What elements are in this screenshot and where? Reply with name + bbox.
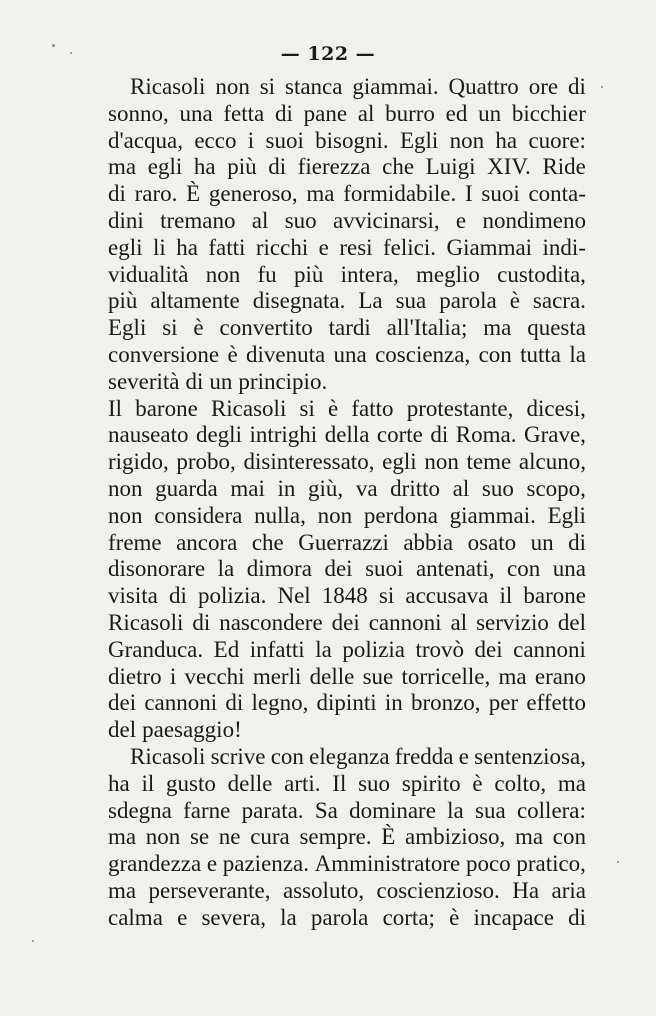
word: fatto xyxy=(351,395,394,421)
word: dimora xyxy=(246,556,312,582)
word: stanca xyxy=(285,74,343,99)
word: vecchi xyxy=(184,663,245,689)
word: nauseato xyxy=(108,422,189,448)
word: ma xyxy=(514,824,544,850)
word: alcuno, xyxy=(518,449,586,475)
word: ha xyxy=(176,234,198,260)
word: scrive xyxy=(210,743,266,769)
text-line xyxy=(108,449,586,476)
word: perdona xyxy=(363,502,438,528)
word: polizia xyxy=(342,636,405,662)
word: ha xyxy=(495,127,518,153)
word: merli xyxy=(252,663,302,689)
word: e xyxy=(177,904,188,930)
word: di xyxy=(568,904,586,930)
word: è xyxy=(472,770,483,796)
word: dietro xyxy=(108,663,162,689)
word: sua xyxy=(475,797,506,823)
word: Ed xyxy=(213,636,240,662)
word: la xyxy=(569,341,586,367)
word: suoi xyxy=(265,127,304,153)
word: del xyxy=(108,717,137,743)
word: ancora xyxy=(176,529,238,555)
word: non xyxy=(215,74,250,99)
word: è xyxy=(193,315,204,341)
word: legno, xyxy=(251,690,309,716)
word: non xyxy=(108,475,143,501)
word: Ride xyxy=(542,154,586,180)
word: torricelle, xyxy=(401,663,491,689)
word: bicchier xyxy=(511,100,586,126)
text-line xyxy=(108,610,586,637)
word: al xyxy=(251,207,269,233)
word: di xyxy=(568,529,586,555)
paper-speck xyxy=(32,940,34,942)
paper-speck xyxy=(52,44,55,47)
word: questa xyxy=(527,315,586,341)
word: Luigi xyxy=(425,154,476,180)
word: osato xyxy=(467,529,517,555)
word: avvicinarsi, xyxy=(332,207,440,233)
word: fierezza xyxy=(297,154,371,180)
word: un xyxy=(209,368,233,394)
word: disinteressato, xyxy=(243,449,375,475)
text-line xyxy=(108,664,586,691)
text-line xyxy=(108,503,586,530)
word: ne xyxy=(218,824,241,850)
word: di xyxy=(274,100,293,126)
word: va xyxy=(355,475,378,501)
word: cuore: xyxy=(528,127,586,153)
word: il xyxy=(141,770,155,796)
word: i xyxy=(169,663,177,689)
word: la xyxy=(315,636,332,662)
word: di xyxy=(168,583,187,609)
word: calma xyxy=(108,904,163,930)
word: dei xyxy=(108,690,137,716)
word: di xyxy=(568,74,586,99)
word: coscienza, xyxy=(375,341,471,367)
word: Guerrazzi xyxy=(298,529,389,555)
word: indi- xyxy=(542,234,586,260)
word: dritto xyxy=(390,475,441,501)
word: non xyxy=(317,502,353,528)
word: parola xyxy=(310,904,369,930)
word: nondimeno xyxy=(482,207,586,233)
word: di xyxy=(192,609,211,635)
word: Egli xyxy=(399,127,439,153)
word: è xyxy=(449,904,460,930)
word: altamente xyxy=(150,288,240,314)
text-line xyxy=(108,771,586,798)
paper-speck xyxy=(601,86,603,88)
word: ma xyxy=(557,770,586,796)
word: servizio xyxy=(476,609,549,635)
word: tardi xyxy=(328,315,371,341)
word: ha xyxy=(108,770,130,796)
word: assoluto, xyxy=(282,877,365,903)
word: intrighi xyxy=(249,422,318,448)
word: nulla, xyxy=(254,502,306,528)
word: fu xyxy=(257,261,277,287)
word: eleganza xyxy=(309,743,390,769)
word: meglio xyxy=(415,261,480,287)
word: parata. xyxy=(241,797,304,823)
word: della xyxy=(324,422,370,448)
word: Granduca. xyxy=(108,636,204,662)
word: resi xyxy=(339,234,373,260)
word: si xyxy=(259,74,276,99)
word: più xyxy=(293,261,324,287)
word: un xyxy=(478,100,502,126)
word: più xyxy=(227,154,257,180)
word: in xyxy=(277,475,296,501)
word: se xyxy=(189,824,210,850)
word: pratico, xyxy=(516,851,586,877)
word: Il xyxy=(108,395,123,421)
word: sempre. xyxy=(299,824,372,850)
word: al xyxy=(450,609,468,635)
text-line xyxy=(108,396,586,423)
word: poco xyxy=(465,851,511,877)
word: nascondere xyxy=(219,609,323,635)
word: rigido, xyxy=(108,449,169,475)
word: probo, xyxy=(176,449,236,475)
word: dominare xyxy=(349,797,436,823)
word: il xyxy=(499,583,513,609)
word: delle xyxy=(309,663,355,689)
word: perseverante, xyxy=(148,877,271,903)
word: generoso, xyxy=(208,181,298,207)
word: scopo, xyxy=(526,475,586,501)
word: non xyxy=(449,127,485,153)
word: all'Italia; xyxy=(386,315,468,341)
word: gusto xyxy=(166,770,216,796)
text-line xyxy=(108,851,586,878)
word: Il xyxy=(332,770,347,796)
text-line xyxy=(108,422,586,449)
word: I xyxy=(464,181,473,207)
word: sue xyxy=(362,663,394,689)
word: Grave, xyxy=(523,422,586,448)
word: È xyxy=(381,824,396,850)
word: di xyxy=(430,422,449,448)
word: egli xyxy=(108,234,143,260)
word: fatti xyxy=(208,234,246,260)
text-line xyxy=(108,556,586,583)
word: parola xyxy=(439,288,497,314)
word: burro xyxy=(385,100,435,126)
word: non xyxy=(424,449,459,475)
word: la xyxy=(217,556,235,582)
word: cannoni xyxy=(144,690,218,716)
word: collera: xyxy=(516,797,586,823)
word: sua xyxy=(395,288,427,314)
word: teme xyxy=(466,449,512,475)
word: Ricasoli xyxy=(108,609,184,635)
text-line xyxy=(108,717,586,744)
word: disegnata. xyxy=(252,288,346,314)
word: egli xyxy=(147,154,183,180)
word: abbia xyxy=(403,529,454,555)
text-line xyxy=(108,288,586,315)
word: giammai. xyxy=(449,502,536,528)
word: d'acqua, xyxy=(108,127,184,153)
word: Quattro xyxy=(448,74,519,99)
word: trovò xyxy=(415,636,464,662)
word: ha xyxy=(193,154,216,180)
word: al xyxy=(357,100,375,126)
word: ecco xyxy=(194,127,237,153)
word: vidualità xyxy=(108,261,189,287)
word: arti. xyxy=(284,770,321,796)
word: effetto xyxy=(526,690,586,716)
word: incapace xyxy=(473,904,554,930)
word: sentenziosa, xyxy=(474,743,586,769)
word: una xyxy=(179,100,213,126)
text-line xyxy=(108,476,586,503)
word: mai xyxy=(230,475,265,501)
word: visita xyxy=(108,583,158,609)
word: Ricasoli xyxy=(130,743,206,769)
word: severità xyxy=(108,368,180,394)
word: dei xyxy=(474,636,503,662)
word: che xyxy=(251,529,284,555)
word: severa, xyxy=(201,904,266,930)
word: non xyxy=(145,824,181,850)
word: per xyxy=(488,690,519,716)
word: pane xyxy=(303,100,348,126)
word: una xyxy=(552,556,586,582)
word: grandezza xyxy=(108,851,202,877)
word: coscienzioso. xyxy=(376,877,500,903)
word: paesaggio! xyxy=(142,717,242,743)
word: del xyxy=(557,609,586,635)
word: non xyxy=(108,502,143,528)
word: freme xyxy=(108,529,162,555)
word: È xyxy=(186,181,201,207)
paper-speck xyxy=(617,861,619,863)
text-line xyxy=(108,583,586,610)
word: divenuta xyxy=(246,341,326,367)
text-line xyxy=(108,154,586,181)
word: ore xyxy=(528,74,559,99)
word: ma xyxy=(108,154,137,180)
text-line xyxy=(108,530,586,557)
word: giù, xyxy=(308,475,344,501)
word: conta- xyxy=(528,181,586,207)
word: delle xyxy=(227,770,273,796)
page-number: — 122 — xyxy=(280,43,376,65)
word: suo xyxy=(284,207,317,233)
text-line xyxy=(108,181,586,208)
word: intera, xyxy=(340,261,399,287)
word: ed xyxy=(445,100,468,126)
text-line xyxy=(108,101,586,128)
word: fetta xyxy=(223,100,265,126)
word: più xyxy=(108,288,138,314)
word: formidabile. xyxy=(343,181,457,207)
text-line xyxy=(108,637,586,664)
word: barone xyxy=(523,583,586,609)
word: Ricasoli xyxy=(210,395,287,421)
word: di xyxy=(225,690,244,716)
word: dei xyxy=(331,609,360,635)
word: raro. xyxy=(134,181,178,207)
text-line xyxy=(108,74,586,101)
word: di xyxy=(268,154,287,180)
word: colto, xyxy=(494,770,547,796)
word: antenati, xyxy=(415,556,495,582)
word: pazienza. xyxy=(222,851,309,877)
word: bisogni. xyxy=(315,127,389,153)
word: dipinti xyxy=(316,690,377,716)
text-line xyxy=(108,315,586,342)
word: bronzo, xyxy=(410,690,481,716)
word: conversione xyxy=(108,341,220,367)
text-line xyxy=(108,824,586,851)
word: disonorare xyxy=(108,556,206,582)
word: cannoni xyxy=(513,636,586,662)
word: degli xyxy=(195,422,242,448)
word: e xyxy=(458,743,469,769)
word: ma xyxy=(108,824,137,850)
word: erano xyxy=(534,663,586,689)
word: ma xyxy=(108,877,137,903)
word: Egli xyxy=(547,502,586,528)
word: polizia. xyxy=(197,583,267,609)
word: suo xyxy=(358,770,391,796)
word: Ricasoli xyxy=(130,74,206,99)
word: suoi xyxy=(365,556,404,582)
word: i xyxy=(247,127,255,153)
word: Roma. xyxy=(455,422,517,448)
word: 1848 xyxy=(321,583,368,609)
word: principio. xyxy=(238,368,328,394)
word: corta; xyxy=(382,904,435,930)
text-line xyxy=(108,798,586,825)
word: XIV. xyxy=(487,154,531,180)
text-line xyxy=(108,208,586,235)
word: infatti xyxy=(249,636,305,662)
word: giammai. xyxy=(352,74,439,99)
word: accusava xyxy=(405,583,489,609)
word: ma xyxy=(483,315,512,341)
word: sonno, xyxy=(108,100,169,126)
word: tremano xyxy=(160,207,236,233)
word: cura xyxy=(250,824,290,850)
word: e xyxy=(318,234,329,260)
word: con xyxy=(552,824,586,850)
word: ma xyxy=(498,663,527,689)
word: è xyxy=(227,341,238,367)
body-text xyxy=(108,74,586,932)
word: non xyxy=(205,261,241,287)
word: cannoni xyxy=(368,609,442,635)
word: e xyxy=(455,207,467,233)
word: fredda xyxy=(394,743,454,769)
text-line xyxy=(108,235,586,262)
text-line xyxy=(108,262,586,289)
word: Egli xyxy=(108,315,147,341)
text-line xyxy=(108,690,586,717)
word: si xyxy=(162,315,178,341)
text-line xyxy=(108,342,586,369)
word: ma xyxy=(306,181,335,207)
word: si xyxy=(378,583,395,609)
word: dei xyxy=(324,556,353,582)
word: protestante, xyxy=(406,395,514,421)
word: la xyxy=(447,797,464,823)
word: una xyxy=(333,341,367,367)
word: aria xyxy=(551,877,586,903)
word: con xyxy=(507,556,541,582)
word: di xyxy=(185,368,204,394)
word: convertito xyxy=(219,315,313,341)
text-line xyxy=(108,369,586,396)
word: sdegna xyxy=(108,797,172,823)
word: dicesi, xyxy=(526,395,586,421)
text-line xyxy=(108,878,586,905)
word: Ha xyxy=(512,877,540,903)
word: sacra. xyxy=(532,288,586,314)
word: felici. xyxy=(383,234,437,260)
word: che xyxy=(382,154,415,180)
word: guarda xyxy=(155,475,218,501)
word: al xyxy=(452,475,470,501)
word: La xyxy=(358,288,383,314)
word: con xyxy=(478,341,512,367)
word: Giammai xyxy=(446,234,533,260)
word: considera xyxy=(154,502,243,528)
word: barone xyxy=(135,395,198,421)
word: li xyxy=(152,234,166,260)
word: spirito xyxy=(401,770,461,796)
word: in xyxy=(384,690,403,716)
word: Nel xyxy=(277,583,311,609)
word: custodita, xyxy=(497,261,586,287)
word: corte xyxy=(376,422,423,448)
text-line xyxy=(108,744,586,771)
word: tutta xyxy=(520,341,561,367)
word: un xyxy=(530,529,554,555)
word: si xyxy=(299,395,315,421)
text-line xyxy=(108,128,586,155)
word: suoi xyxy=(481,181,520,207)
word: Amministratore xyxy=(314,851,461,877)
word: è xyxy=(328,395,339,421)
word: ambizioso, xyxy=(405,824,506,850)
paper-speck xyxy=(70,52,72,54)
word: dini xyxy=(108,207,144,233)
word: e xyxy=(206,851,218,877)
word: ricchi xyxy=(255,234,309,260)
word: è xyxy=(509,288,520,314)
word: la xyxy=(280,904,297,930)
word: suo xyxy=(481,475,514,501)
text-line xyxy=(108,905,586,932)
word: Sa xyxy=(314,797,338,823)
word: di xyxy=(108,181,126,207)
word: con xyxy=(270,743,304,769)
word: egli xyxy=(382,449,417,475)
word: farne xyxy=(183,797,231,823)
